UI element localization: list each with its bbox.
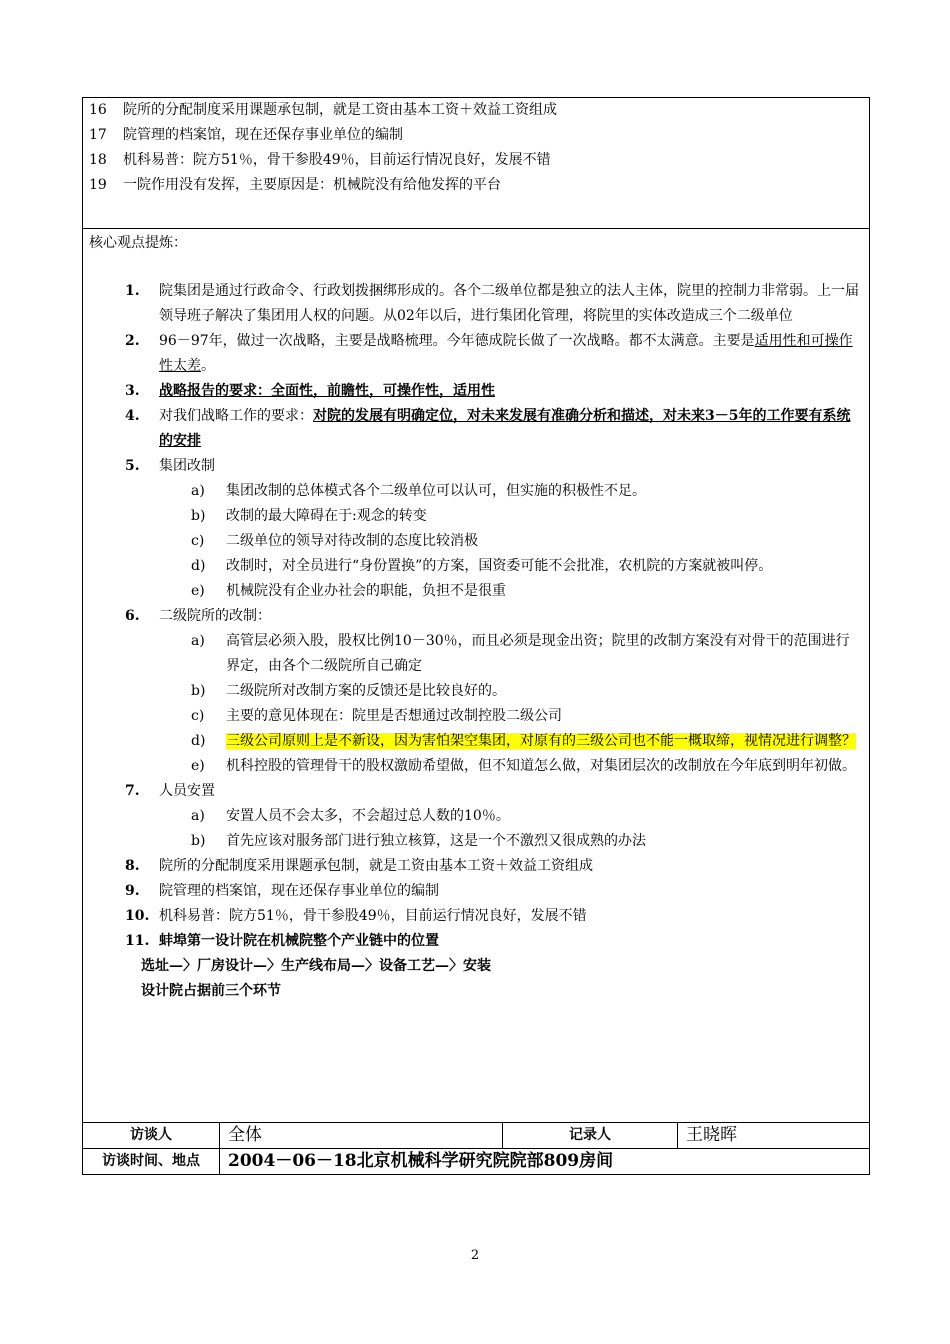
sub-list-item: a) 高管层必须入股，股权比例10－30％，而且必须是现金出资；院里的改制方案没有对骨干的范围进行界定，由各个二级院所自己确定: [191, 633, 850, 674]
list-item: 10. 机科易普：院方51％，骨干参股49％，目前运行情况良好，发展不错: [125, 908, 587, 924]
time-place-label: 访谈时间、地点: [83, 1149, 220, 1174]
list-item-continuation: 选址—〉厂房设计—〉生产线布局—〉设备工艺—〉安装: [141, 958, 491, 974]
list-item-continuation: 设计院占据前三个环节: [141, 983, 281, 999]
list-item: 6. 二级院所的改制：: [125, 608, 271, 624]
sub-list-item: e) 机械院没有企业办社会的职能，负担不是很重: [191, 583, 506, 599]
list-item: 8. 院所的分配制度采用课题承包制，就是工资由基本工资＋效益工资组成: [125, 858, 593, 874]
list-item: 1. 院集团是通过行政命令、行政划拨捆绑形成的。各个二级单位都是独立的法人主体，院里的控制力非常弱。上一届领导班子解决了集团用人权的问题。从02年以后，进行集团化管理，将院里的实体改造成三个二级单位: [125, 283, 859, 324]
list-item: 16 院所的分配制度采用课题承包制，就是工资由基本工资＋效益工资组成: [89, 102, 557, 118]
core-points-list: [83, 279, 869, 1004]
list-item: 5. 集团改制: [125, 458, 215, 474]
time-place-value: 2004－06－18北京机械科学研究院院部809房间: [228, 1151, 614, 1171]
list-item: 3. 战略报告的要求：全面性，前瞻性，可操作性，适用性: [125, 383, 495, 399]
sub-list-item: a) 集团改制的总体模式各个二级单位可以认可，但实施的积极性不足。: [191, 483, 646, 499]
list-item: 11. 蚌埠第一设计院在机械院整个产业链中的位置: [125, 933, 439, 949]
list-item: 4. 对我们战略工作的要求：对院的发展有明确定位，对未来发展有准确分析和描述，对未来3－5年的工作要有系统的安排: [125, 408, 851, 449]
interviewer-value: 全体: [220, 1123, 503, 1148]
sub-list-item: c) 二级单位的领导对待改制的态度比较消极: [191, 533, 478, 549]
recorder-label: 记录人: [503, 1123, 678, 1148]
interviewer-label: 访谈人: [83, 1123, 220, 1148]
sub-list-item-highlighted: d) 三级公司原则上是不新设，因为害怕架空集团，对原有的三级公司也不能一概取缔，视情况进行调整？: [191, 733, 856, 749]
recorder-value: 王晓晖: [686, 1125, 737, 1145]
interview-record-table: [82, 97, 870, 1175]
interviewer-row: [83, 1123, 869, 1148]
time-place-row: [83, 1148, 869, 1174]
sub-list-item: c) 主要的意见体现在：院里是否想通过改制控股二级公司: [191, 708, 562, 724]
list-item: 7. 人员安置: [125, 783, 215, 799]
sub-list-item: b) 首先应该对服务部门进行独立核算，这是一个不激烈又很成熟的办法: [191, 833, 646, 849]
core-points-section: [83, 231, 869, 1123]
list-item: 19 一院作用没有发挥，主要原因是：机械院没有给他发挥的平台: [89, 177, 501, 193]
sub-list-item: e) 机科控股的管理骨干的股权激励希望做，但不知道怎么做，对集团层次的改制放在今年底到明年初做。: [191, 758, 856, 774]
list-item: 17 院管理的档案馆，现在还保存事业单位的编制: [89, 127, 403, 143]
list-item: 9. 院管理的档案馆，现在还保存事业单位的编制: [125, 883, 439, 899]
sub-list-item: d) 改制时，对全员进行“身份置换”的方案，国资委可能不会批准，农机院的方案就被叫停。: [191, 558, 773, 574]
sub-list-item: b) 改制的最大障碍在于:观念的转变: [191, 508, 427, 524]
sub-list-item: b) 二级院所对改制方案的反馈还是比较良好的。: [191, 683, 506, 699]
section-title: 核心观点提炼：: [89, 235, 187, 251]
highlighted-text: 三级公司原则上是不新设，因为害怕架空集团，对原有的三级公司也不能一概取缔，视情况进行调整？: [226, 733, 856, 749]
sub-list-item: a) 安置人员不会太多，不会超过总人数的10％。: [191, 808, 510, 824]
list-item: 2. 96－97年，做过一次战略，主要是战略梳理。今年德成院长做了一次战略。都不太满意。主要是适用性和可操作性太差。: [125, 333, 853, 374]
list-item: 18 机科易普：院方51％，骨干参股49％，目前运行情况良好，发展不错: [89, 152, 551, 168]
previous-items-section: [83, 98, 869, 229]
page-number: 2: [470, 1248, 480, 1263]
